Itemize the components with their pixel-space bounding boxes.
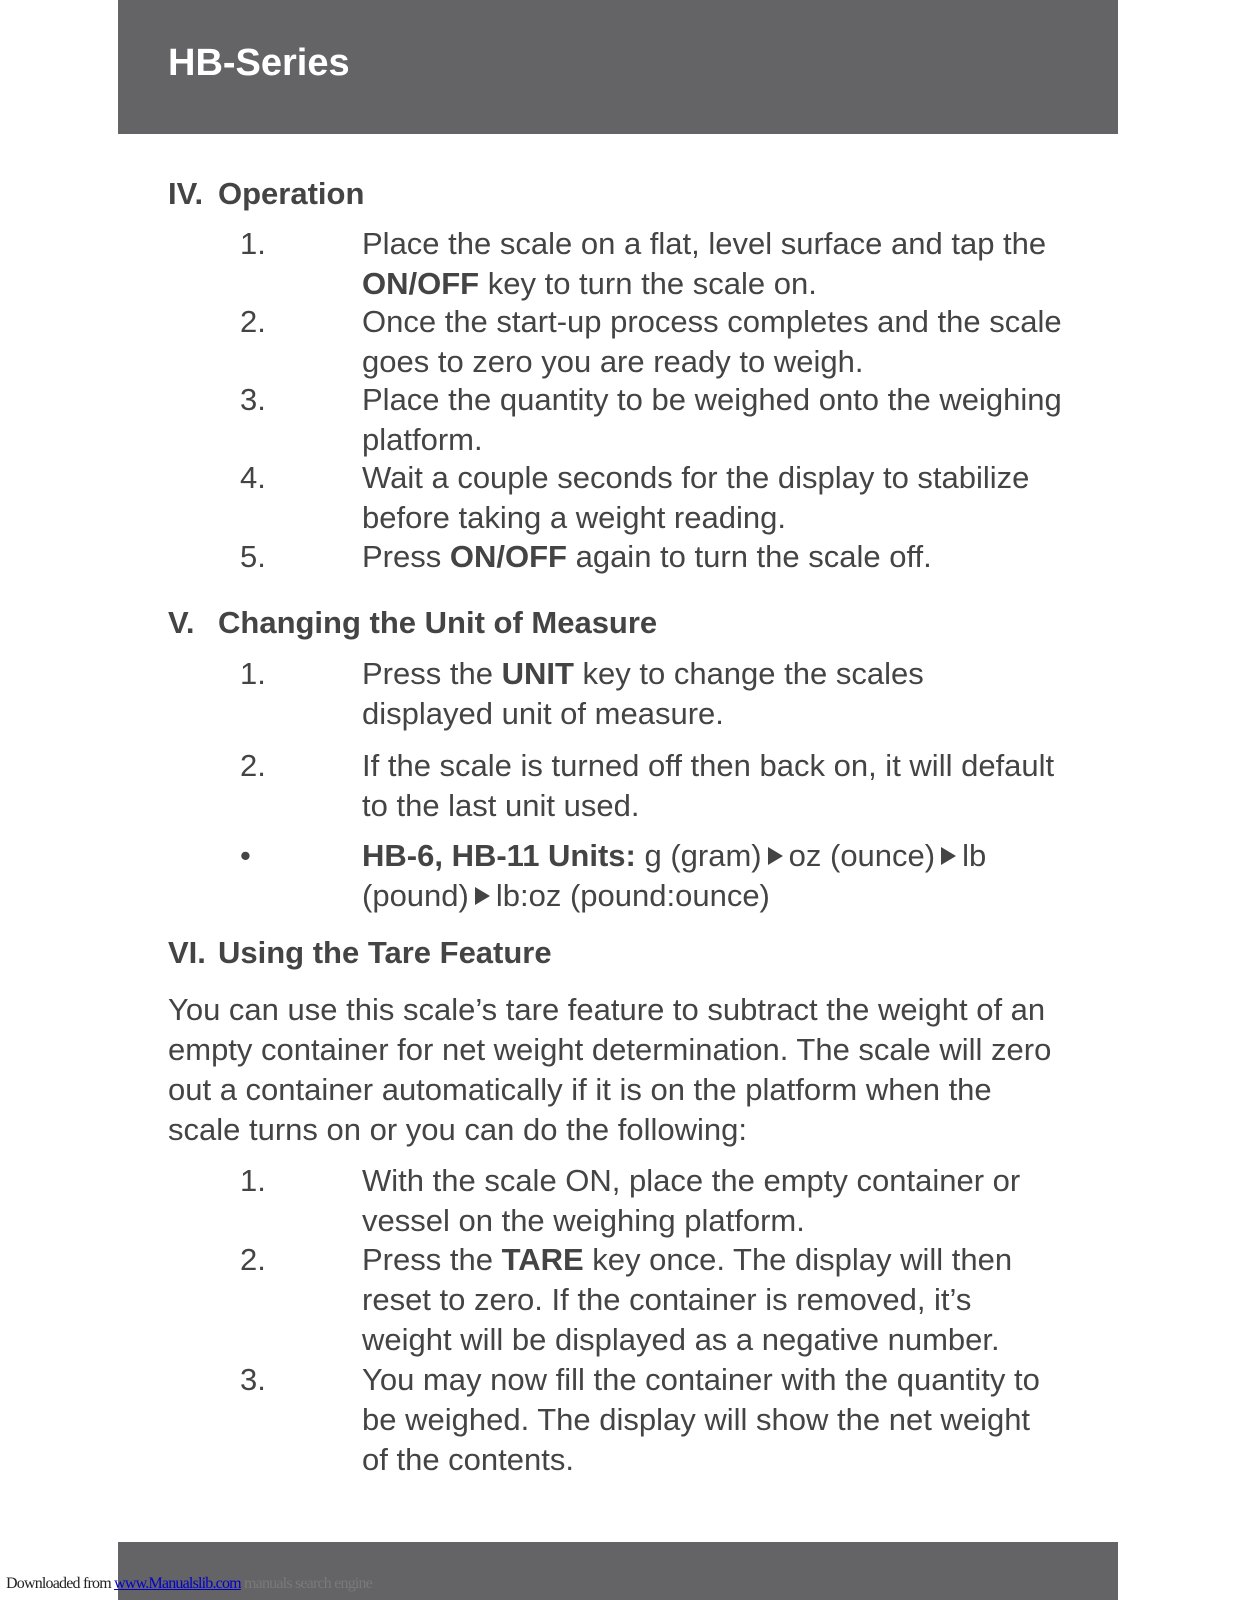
- unit-pound: lb (pound): [362, 838, 987, 913]
- unit-pound-ounce: lb:oz (pound:ounce): [495, 878, 770, 913]
- key-name-on-off: ON/OFF: [362, 266, 480, 301]
- key-name-unit: UNIT: [501, 656, 574, 691]
- key-name-tare: TARE: [501, 1242, 584, 1277]
- header-title: HB-Series: [168, 42, 350, 84]
- unit-ounce: oz (ounce): [788, 838, 936, 873]
- section-heading-tare-feature: VI. Using the Tare Feature: [168, 935, 552, 970]
- section-heading-operation: IV. Operation: [168, 176, 365, 211]
- manualslib-link[interactable]: www.Manualslib.com: [114, 1575, 241, 1592]
- triangle-right-icon: [475, 887, 490, 905]
- units-label: HB-6, HB-11 Units:: [362, 838, 636, 873]
- section-heading-unit-of-measure: V. Changing the Unit of Measure: [168, 605, 658, 640]
- header-band: [118, 0, 1118, 134]
- bullet-marker: •: [240, 838, 251, 873]
- triangle-right-icon: [941, 847, 956, 865]
- tare-intro-paragraph: You can use this scale’s tare feature to subtract the weight of an empty container for net weight determination. The scale will zero out a container automatically if it is on the platform when the scale turns on or you can do the following:: [168, 992, 1052, 1147]
- download-credit: Downloaded from www.Manualslib.com manuals search engine: [6, 1575, 373, 1592]
- triangle-right-icon: [768, 847, 783, 865]
- unit-gram: g (gram): [644, 838, 762, 873]
- key-name-on-off: ON/OFF: [449, 539, 567, 574]
